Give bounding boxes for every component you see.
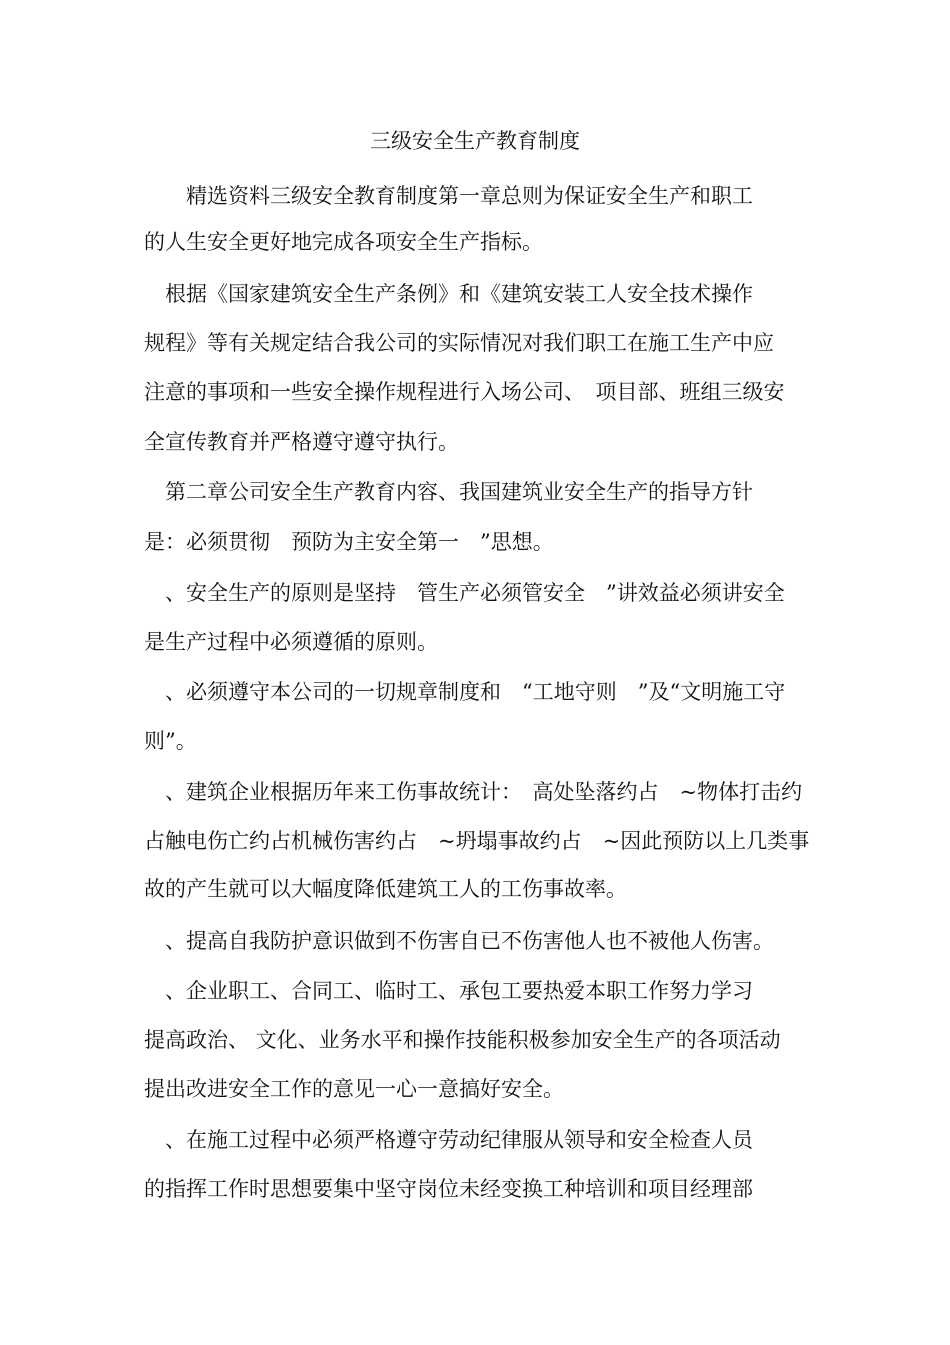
text-line: 注意的事项和一些安全操作规程进行入场公司、 项目部、班组三级安 [144, 380, 785, 404]
text-line: 是生产过程中必须遵循的原则。 [144, 630, 438, 654]
text-line: 、企业职工、合同工、临时工、承包工要热爱本职工作努力学习 [144, 979, 753, 1003]
text-line: 规程》等有关规定结合我公司的实际情况对我们职工在施工生产中应 [144, 331, 774, 355]
text-line: 提出改进安全工作的意见一心一意搞好安全。 [144, 1077, 564, 1101]
text-line: 、安全生产的原则是坚持 管生产必须管安全 ”讲效益必须讲安全 [144, 581, 785, 605]
text-line: 根据《国家建筑安全生产条例》和《建筑安装工人安全技术操作 [144, 282, 753, 306]
text-line: 故的产生就可以大幅度降低建筑工人的工伤事故率。 [144, 877, 627, 901]
text-line: 、必须遵守本公司的一切规章制度和 “工地守则 ”及“文明施工守 [144, 680, 786, 704]
text-line: 的人生安全更好地完成各项安全生产指标。 [144, 230, 543, 254]
text-line: 提高政治、 文化、业务水平和操作技能积极参加安全生产的各项活动 [144, 1028, 781, 1052]
text-line: 、提高自我防护意识做到不伤害自已不伤害他人也不被他人伤害。 [144, 929, 774, 953]
text-line: 则”。 [144, 729, 197, 753]
text-line: 精选资料三级安全教育制度第一章总则为保证安全生产和职工 [144, 184, 753, 208]
text-line: 是：必须贯彻 预防为主安全第一 ”思想。 [144, 530, 554, 554]
text-line: 全宣传教育并严格遵守遵守执行。 [144, 430, 459, 454]
text-line: 第二章公司安全生产教育内容、我国建筑业安全生产的指导方针 [144, 480, 753, 504]
text-line: 、建筑企业根据历年来工伤事故统计： 高处坠落约占 ~物体打击约 [144, 780, 803, 804]
text-line: 、在施工过程中必须严格遵守劳动纪律服从领导和安全检查人员 [144, 1128, 753, 1152]
text-line: 占触电伤亡约占机械伤害约占 ~坍塌事故约占 ~因此预防以上几类事 [144, 829, 810, 853]
page-title: 三级安全生产教育制度 [370, 129, 580, 153]
text-line: 的指挥工作时思想要集中坚守岗位未经变换工种培训和项目经理部 [144, 1177, 753, 1201]
